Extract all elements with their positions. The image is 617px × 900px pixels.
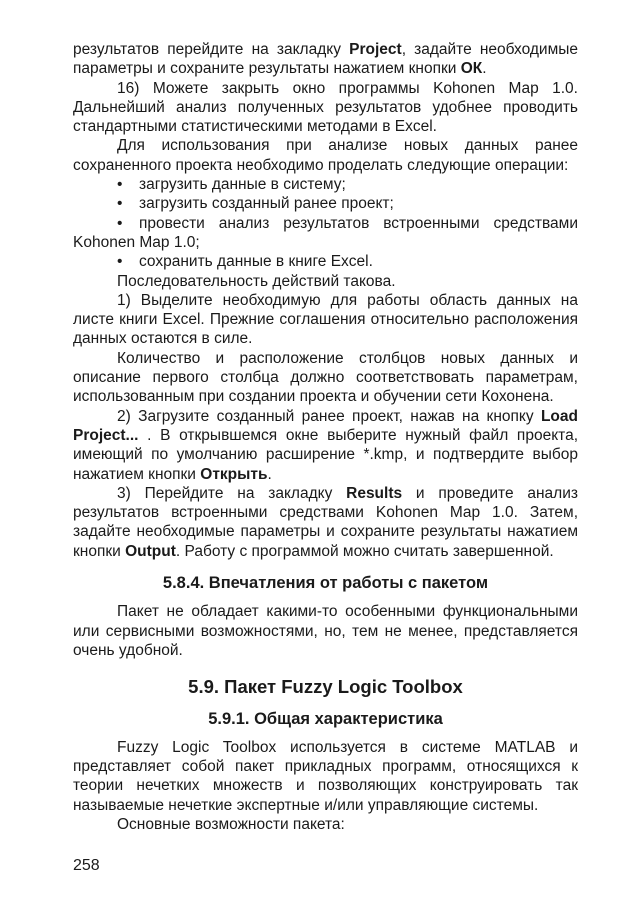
- paragraph-project-tab: [73, 40, 578, 79]
- term-load-project: Load Project...: [73, 407, 578, 444]
- list-item: [73, 252, 578, 271]
- paragraph-close-program: 16) Можете закрыть окно программы Kohonen Map 1.0. Дальнейший анализ полученных результатов удобнее проводить стандартными статистическими методами в Excel.: [73, 79, 578, 136]
- text-run: . Работу с программой можно считать завершенной.: [175, 542, 554, 560]
- heading-5-9: 5.9. Пакет Fuzzy Logic Toolbox: [188, 676, 463, 698]
- paragraph-step-2: [73, 407, 578, 484]
- list-item: [73, 194, 578, 213]
- bullet-icon: •: [117, 176, 123, 194]
- list-item-text: загрузить созданный ранее проект;: [139, 195, 394, 213]
- term-results: Results: [346, 484, 403, 502]
- paragraph-step-3: [73, 484, 578, 561]
- page-number: 258: [73, 857, 100, 874]
- list-item: [73, 175, 578, 194]
- paragraph-fuzzy-intro: Fuzzy Logic Toolbox используется в системе MATLAB и представляет собой пакет прикладных программ, относящихся к теории нечетких множеств и позволяющих конструировать так называемые нечеткие экспертные и/или управляющие системы.: [73, 738, 578, 814]
- bullet-icon: •: [117, 253, 123, 271]
- term-output: Output: [125, 542, 176, 560]
- text-run: 3) Перейдите на закладку: [117, 484, 347, 502]
- text-run: .: [482, 60, 487, 78]
- text-run: .: [267, 465, 272, 483]
- heading-5-8-4: 5.8.4. Впечатления от работы с пакетом: [162, 574, 489, 593]
- list-item: [73, 214, 578, 253]
- text-run: , задайте необходимые параметры и сохраните результаты нажатием кнопки: [73, 41, 578, 78]
- paragraph-impressions: Пакет не обладает какими-то особенными функциональными или сервисными возможностями, но, тем не менее, представляется очень удобной.: [73, 603, 578, 659]
- page-body: [73, 40, 578, 834]
- list-item-text: сохранить данные в книге Excel.: [139, 253, 373, 271]
- heading-5-9-1: 5.9.1. Общая характеристика: [208, 709, 443, 728]
- list-item-text: провести анализ результатов встроенными средствами Kohonen Map 1.0;: [73, 214, 578, 251]
- text-run: 2) Загрузите созданный ранее проект, нажав на кнопку: [117, 407, 541, 425]
- operations-list: [73, 175, 578, 271]
- bullet-icon: •: [117, 195, 123, 213]
- term-open: Открыть: [200, 465, 268, 483]
- text-run: результатов перейдите на закладку: [73, 41, 350, 58]
- paragraph-features: Основные возможности пакета:: [117, 815, 345, 833]
- paragraph-columns: Количество и расположение столбцов новых данных и описание первого столбца должно соответствовать параметрам, использованным при создании проекта и обучении сети Кохонена.: [73, 349, 578, 406]
- paragraph-reuse-project: Для использования при анализе новых данных ранее сохраненного проекта необходимо проделать следующие операции:: [73, 137, 578, 174]
- paragraph-step-1: 1) Выделите необходимую для работы область данных на листе книги Excel. Прежние соглашения относительно расположения данных остаются в силе.: [73, 291, 578, 348]
- term-project: Project: [349, 41, 402, 58]
- list-item-text: загрузить данные в систему;: [139, 176, 346, 194]
- term-ok: ОК: [460, 60, 483, 78]
- text-run: . В открывшемся окне выберите нужный файл проекта, имеющий по умолчанию расширение *.kmp, и подтвердите выбор нажатием кнопки: [73, 426, 578, 483]
- paragraph-sequence: Последовательность действий такова.: [117, 272, 396, 290]
- bullet-icon: •: [117, 214, 123, 232]
- text-run: и проведите анализ результатов встроенными средствами Kohonen Map 1.0. Затем, задайте необходимые параметры и сохраните результаты нажатием кнопки: [73, 484, 578, 560]
